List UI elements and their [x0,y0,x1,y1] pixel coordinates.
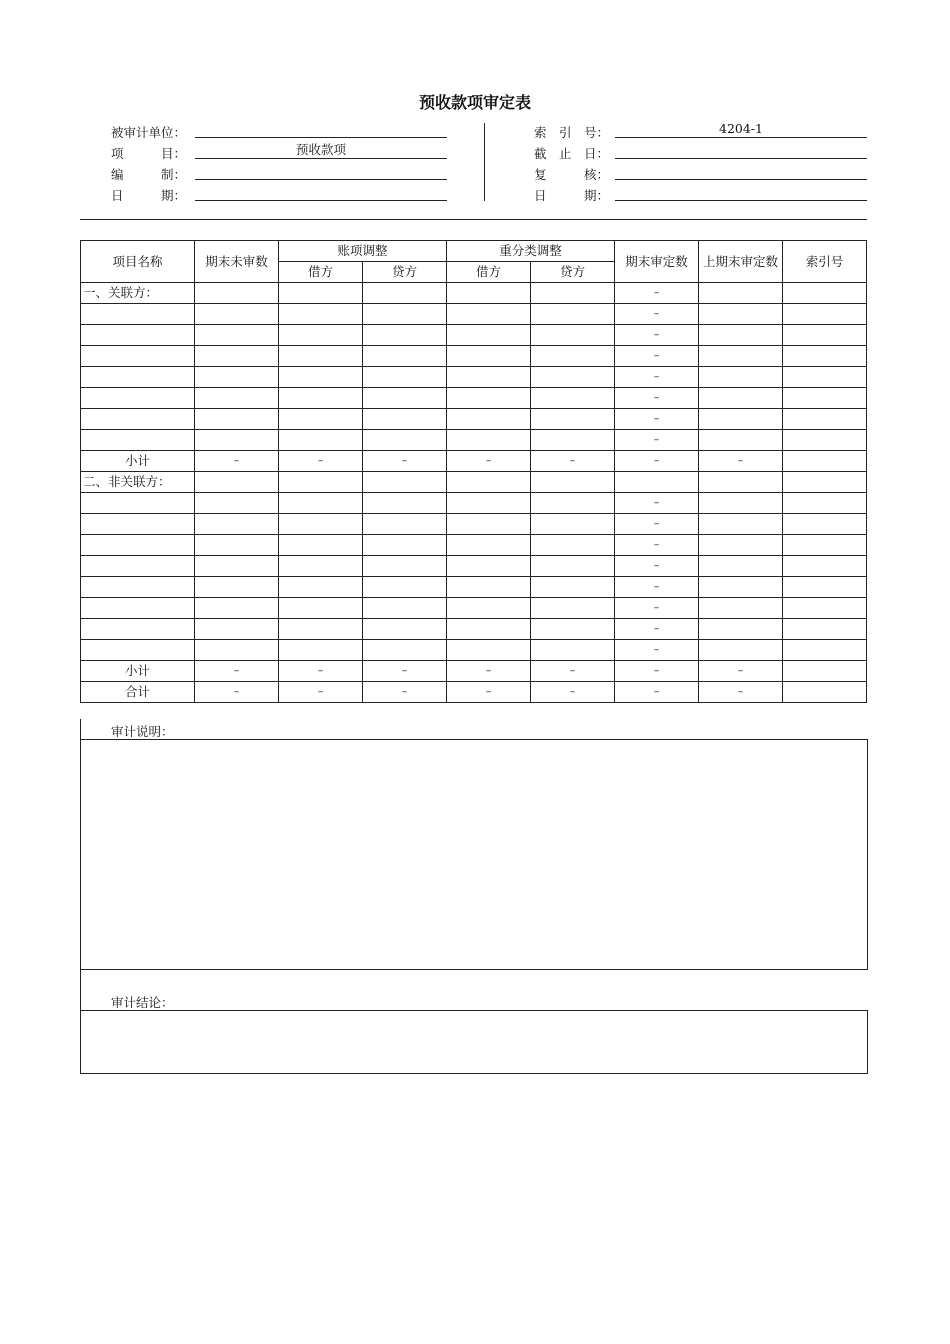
table-cell[interactable] [363,598,447,619]
table-row [81,598,867,619]
header-right-field-value[interactable] [615,184,867,201]
header-rule [80,219,867,220]
table-cell[interactable] [531,325,615,346]
table-cell[interactable] [363,535,447,556]
table-cell[interactable]: – [363,661,447,682]
table-cell[interactable] [531,304,615,325]
audit-explanation-box[interactable] [80,739,868,970]
table-cell[interactable] [783,388,867,409]
table-cell[interactable] [783,598,867,619]
table-cell[interactable] [531,556,615,577]
table-cell[interactable] [363,556,447,577]
table-cell[interactable] [447,472,531,493]
table-cell[interactable]: – [699,451,783,472]
table-cell[interactable] [195,640,279,661]
col-index: 索引号 [783,241,867,283]
table-cell[interactable] [447,556,531,577]
table-cell[interactable] [363,409,447,430]
table-cell[interactable] [363,514,447,535]
table-cell[interactable]: – [447,451,531,472]
col-unaudited: 期末未审数 [195,241,279,283]
table-cell[interactable]: – [447,661,531,682]
table-row [81,640,867,661]
col-audited: 期末审定数 [615,241,699,283]
row-name-cell [81,367,195,388]
table-cell[interactable] [447,598,531,619]
table-cell[interactable] [699,514,783,535]
table-cell[interactable] [783,556,867,577]
table-cell[interactable]: – [615,388,699,409]
table-cell[interactable] [531,514,615,535]
table-cell[interactable]: – [615,283,699,304]
table-row [81,409,867,430]
table-cell[interactable] [279,493,363,514]
table-cell[interactable] [195,346,279,367]
table-cell[interactable] [699,430,783,451]
table-cell[interactable] [363,304,447,325]
table-cell[interactable] [447,577,531,598]
table-cell[interactable] [195,409,279,430]
table-cell[interactable] [195,619,279,640]
row-name-cell [81,304,195,325]
row-name-cell [81,577,195,598]
table-cell[interactable] [363,619,447,640]
table-cell[interactable] [699,346,783,367]
row-name-cell: 二、非关联方： [81,472,195,493]
table-cell[interactable] [279,556,363,577]
table-cell[interactable] [783,619,867,640]
table-cell[interactable] [531,409,615,430]
table-cell[interactable] [363,283,447,304]
table-cell[interactable] [531,598,615,619]
table-cell[interactable] [195,472,279,493]
table-cell[interactable] [699,619,783,640]
audit-table [80,240,867,703]
table-cell[interactable] [195,535,279,556]
table-cell[interactable] [279,430,363,451]
table-row [81,451,867,472]
row-name-cell: 一、关联方： [81,283,195,304]
table-cell[interactable] [783,682,867,703]
table-cell[interactable]: – [531,682,615,703]
table-cell[interactable]: – [615,598,699,619]
col-group-reclass: 重分类调整 [447,241,615,262]
table-cell[interactable] [363,472,447,493]
header-right-field-value[interactable] [615,142,867,159]
row-name-cell [81,619,195,640]
table-cell[interactable]: – [615,619,699,640]
table-row [81,472,867,493]
table-cell[interactable] [195,304,279,325]
table-cell[interactable] [699,640,783,661]
table-cell[interactable] [279,577,363,598]
table-cell[interactable] [783,472,867,493]
table-cell[interactable] [615,472,699,493]
table-cell[interactable] [783,535,867,556]
col-item-name: 项目名称 [81,241,195,283]
table-cell[interactable] [447,346,531,367]
row-name-cell [81,430,195,451]
table-cell[interactable]: – [615,514,699,535]
header-right-field-value[interactable]: 4204-1 [615,121,867,138]
table-cell[interactable] [783,430,867,451]
table-cell[interactable] [195,283,279,304]
table-cell[interactable]: – [447,682,531,703]
table-cell[interactable] [195,598,279,619]
table-cell[interactable] [447,619,531,640]
table-cell[interactable] [447,367,531,388]
table-row [81,556,867,577]
table-cell[interactable] [699,304,783,325]
table-row [81,346,867,367]
table-cell[interactable] [531,472,615,493]
table-cell[interactable] [699,283,783,304]
table-cell[interactable] [447,325,531,346]
header-right-field-label: 截 止 日： [534,146,610,161]
table-row [81,682,867,703]
row-name-cell [81,640,195,661]
table-cell[interactable] [363,640,447,661]
table-cell[interactable]: – [531,661,615,682]
row-name-cell [81,409,195,430]
row-name-cell [81,514,195,535]
table-row [81,535,867,556]
table-cell[interactable] [531,493,615,514]
table-cell[interactable]: – [699,682,783,703]
table-cell[interactable]: – [615,661,699,682]
header-right-field-3 [0,184,950,205]
table-cell[interactable]: – [615,346,699,367]
table-cell[interactable] [279,346,363,367]
row-name-cell [81,346,195,367]
table-cell[interactable] [699,367,783,388]
table-cell[interactable] [363,346,447,367]
table-cell[interactable] [783,661,867,682]
header-separator [484,123,485,201]
table-cell[interactable] [195,514,279,535]
table-cell[interactable] [783,451,867,472]
table-cell[interactable] [279,283,363,304]
table-cell[interactable]: – [363,682,447,703]
table-cell[interactable] [783,346,867,367]
table-cell[interactable] [195,556,279,577]
header-left-field-label: 被审计单位： [111,125,187,140]
row-name-cell [81,493,195,514]
table-cell[interactable]: – [195,682,279,703]
header-right-field-value[interactable] [615,163,867,180]
audit-conclusion-box[interactable] [80,1010,868,1074]
form-title: 预收款项审定表 [418,93,531,112]
table-cell[interactable] [699,535,783,556]
table-cell[interactable] [195,367,279,388]
col-group-adjustment: 账项调整 [279,241,447,262]
col-reclass-credit: 贷方 [531,262,615,283]
table-row [81,514,867,535]
table-cell[interactable] [531,367,615,388]
table-cell[interactable] [699,556,783,577]
table-cell[interactable] [783,493,867,514]
row-name-cell: 合计 [81,682,195,703]
table-cell[interactable] [195,577,279,598]
header-right-field-0 [0,121,950,142]
table-cell[interactable] [699,493,783,514]
table-cell[interactable] [279,619,363,640]
table-cell[interactable] [447,640,531,661]
table-cell[interactable] [279,472,363,493]
table-cell[interactable]: – [615,535,699,556]
table-cell[interactable] [531,535,615,556]
table-cell[interactable] [363,367,447,388]
table-cell[interactable] [783,304,867,325]
table-row [81,577,867,598]
table-cell[interactable] [447,493,531,514]
table-cell[interactable]: – [615,493,699,514]
table-cell[interactable] [531,619,615,640]
table-cell[interactable]: – [195,661,279,682]
notes-left-edge [80,719,81,740]
table-cell[interactable] [447,304,531,325]
table-cell[interactable] [195,430,279,451]
header-right-field-label: 日 期： [534,188,610,203]
table-cell[interactable] [531,388,615,409]
table-cell[interactable] [531,283,615,304]
table-cell[interactable]: – [615,577,699,598]
table-cell[interactable] [447,388,531,409]
row-name-cell [81,325,195,346]
row-name-cell [81,598,195,619]
col-adjust-debit: 借方 [279,262,363,283]
table-row [81,367,867,388]
table-cell[interactable]: – [363,451,447,472]
col-adjust-credit: 贷方 [363,262,447,283]
header-right-field-label: 复 核： [534,167,610,182]
table-cell[interactable] [783,577,867,598]
row-name-cell [81,556,195,577]
table-cell[interactable] [699,577,783,598]
table-cell[interactable] [279,304,363,325]
table-cell[interactable] [531,346,615,367]
table-cell[interactable] [363,493,447,514]
table-cell[interactable] [447,283,531,304]
table-cell[interactable] [363,325,447,346]
table-row [81,283,867,304]
header-left-field-label: 编 制： [111,167,187,182]
table-cell[interactable]: – [615,430,699,451]
table-row [81,430,867,451]
table-cell[interactable] [783,640,867,661]
table-cell[interactable] [447,430,531,451]
row-name-cell [81,535,195,556]
table-cell[interactable]: – [615,682,699,703]
header-right-field-2 [0,163,950,184]
table-cell[interactable] [783,367,867,388]
table-cell[interactable] [363,430,447,451]
table-cell[interactable] [195,388,279,409]
table-cell[interactable] [279,325,363,346]
header-right-field-1 [0,142,950,163]
table-row [81,325,867,346]
header-left-field-label: 日 期： [111,188,187,203]
table-row [81,304,867,325]
table-row [81,661,867,682]
table-cell[interactable] [783,409,867,430]
table-cell[interactable] [531,430,615,451]
table-cell[interactable] [363,388,447,409]
table-cell[interactable] [279,535,363,556]
table-row [81,493,867,514]
table-cell[interactable] [195,325,279,346]
table-cell[interactable] [699,409,783,430]
header-left-field-label: 项 目： [111,146,187,161]
table-cell[interactable] [699,388,783,409]
table-cell[interactable] [783,514,867,535]
table-cell[interactable]: – [195,451,279,472]
table-cell[interactable] [783,283,867,304]
table-cell[interactable] [447,514,531,535]
table-cell[interactable] [447,535,531,556]
table-cell[interactable]: – [615,640,699,661]
header-right-field-label: 索 引 号： [534,125,610,140]
table-cell[interactable]: – [531,451,615,472]
table-cell[interactable]: – [615,451,699,472]
table-row [81,388,867,409]
table-cell[interactable]: – [615,304,699,325]
row-name-cell: 小计 [81,661,195,682]
table-cell[interactable] [279,514,363,535]
table-body [81,283,867,703]
table-cell[interactable]: – [279,682,363,703]
col-prev-audited: 上期末审定数 [699,241,783,283]
table-cell[interactable]: – [615,325,699,346]
audit-conclusion-label: 审计结论： [111,995,174,1010]
table-cell[interactable] [699,325,783,346]
table-cell[interactable] [699,598,783,619]
table-cell[interactable]: – [615,367,699,388]
table-cell[interactable] [699,472,783,493]
table-cell[interactable] [783,325,867,346]
table-cell[interactable] [447,409,531,430]
table-cell[interactable] [279,409,363,430]
table-cell[interactable]: – [279,451,363,472]
col-reclass-debit: 借方 [447,262,531,283]
table-cell[interactable] [279,640,363,661]
table-cell[interactable] [531,577,615,598]
table-cell[interactable] [531,640,615,661]
table-cell[interactable] [195,493,279,514]
table-cell[interactable] [363,577,447,598]
table-cell[interactable]: – [699,661,783,682]
header-left-field-value[interactable]: 预收款项 [195,142,447,159]
table-cell[interactable] [279,598,363,619]
audit-explanation-label: 审计说明： [111,724,174,739]
conclusion-left-edge [80,969,81,1011]
table-cell[interactable]: – [615,556,699,577]
row-name-cell [81,388,195,409]
table-cell[interactable] [279,367,363,388]
table-cell[interactable]: – [279,661,363,682]
table-cell[interactable] [279,388,363,409]
table-cell[interactable]: – [615,409,699,430]
table-row [81,619,867,640]
row-name-cell: 小计 [81,451,195,472]
